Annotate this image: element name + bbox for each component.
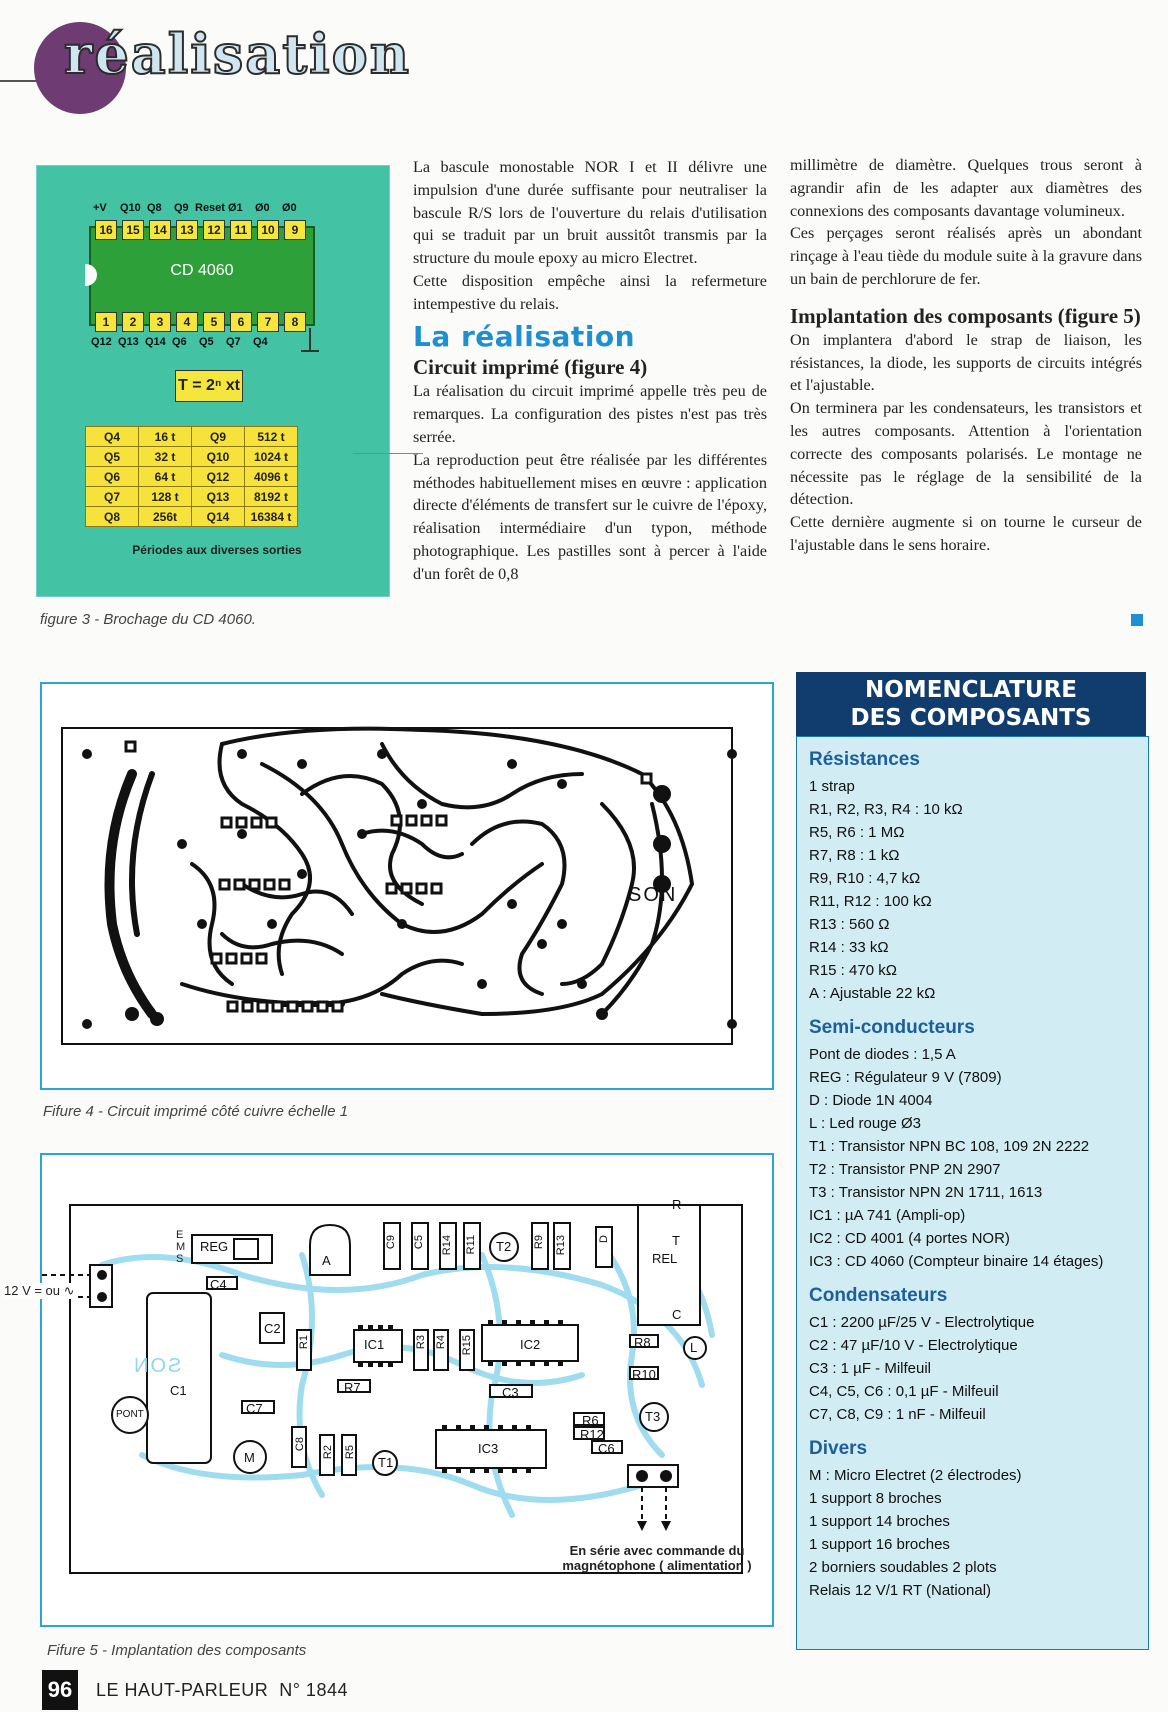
figure-3	[36, 165, 390, 597]
nomenclature-title-1: NOMENCLATURE	[865, 677, 1077, 703]
period-formula: T = 2ⁿ xt	[175, 370, 243, 402]
component-label-r5: R5	[344, 1445, 356, 1460]
paragraph: millimètre de diamètre. Quelques trous seront à agrandir afin de les adapter aux diamètres des connexions des composants davantage volumineux.	[790, 156, 1142, 220]
nomenclature-list	[797, 737, 1148, 1602]
nomenclature-item: C1 : 2200 µF/25 V - Electrolytique	[809, 1314, 1035, 1331]
pin-label: Ø1	[228, 202, 243, 214]
regulator-pin-label: M	[176, 1241, 186, 1253]
component-label-rel-t: T	[672, 1233, 680, 1248]
paragraph: La reproduction peut être réalisée par les différentes méthodes habituellement mises en œuvre : application directe d'éléments de transfert sur le cuivre de l'époxy, réalisation intermédiaire d'un typon, méthode photographique. Les pastilles sont à percer à l'aide d'un forêt de 0,8	[413, 450, 767, 583]
nomenclature-box	[796, 736, 1149, 1650]
pin-label: Ø0	[255, 202, 270, 214]
component-label-c3: C3	[502, 1385, 519, 1400]
nomenclature-item: C2 : 47 µF/10 V - Electrolytique	[809, 1337, 1018, 1354]
component-label-r7: R7	[344, 1380, 361, 1395]
nomenclature-item: IC1 : µA 741 (Ampli-op)	[809, 1207, 966, 1224]
nomenclature-item: R13 : 560 Ω	[809, 916, 890, 933]
component-label-pont: PONT	[116, 1409, 144, 1420]
chip-pin: 2	[122, 312, 144, 332]
nomenclature-item: T3 : Transistor NPN 2N 1711, 1613	[809, 1184, 1043, 1201]
page-number: 96	[42, 1670, 78, 1710]
chip-pin: 15	[122, 220, 144, 240]
section-title: réalisation	[64, 22, 411, 86]
nomenclature-section-title: Semi-conducteurs	[809, 1017, 975, 1038]
chip-pin: 6	[230, 312, 252, 332]
paragraph: On implantera d'abord le strap de liaison, les résistances, la diode, les supports de circuits intégrés et l'ajustable.	[790, 330, 1142, 395]
table-cell: Q5	[86, 447, 139, 467]
nomenclature-item: R7, R8 : 1 kΩ	[809, 847, 900, 864]
table-cell: 256t	[139, 507, 192, 527]
table-row	[86, 487, 298, 507]
nomenclature-item: R5, R6 : 1 MΩ	[809, 824, 905, 841]
pin-label: Q12	[91, 336, 112, 348]
ground-symbol	[301, 350, 319, 352]
chip-pin: 3	[149, 312, 171, 332]
issue-number: N° 1844	[279, 1680, 348, 1700]
chip-pin: 11	[230, 220, 252, 240]
component-label-c5: C5	[413, 1235, 425, 1250]
chip-pin: 7	[257, 312, 279, 332]
chip-pin: 14	[149, 220, 171, 240]
pcb-label-son: SON	[628, 884, 678, 906]
chip-pin: 13	[176, 220, 198, 240]
nomenclature-item: REG : Régulateur 9 V (7809)	[809, 1069, 1002, 1086]
component-label-rel-r: R	[672, 1197, 682, 1212]
nomenclature-section-title: Résistances	[809, 749, 920, 770]
table-cell: 16 t	[139, 427, 192, 447]
component-label-rel: REL	[652, 1251, 678, 1266]
component-label-r1: R1	[298, 1335, 310, 1350]
nomenclature-item: 1 support 14 broches	[809, 1513, 950, 1530]
table-row	[86, 467, 298, 487]
component-label-c6: C6	[598, 1441, 615, 1456]
nomenclature-item: IC3 : CD 4060 (Compteur binaire 14 étages)	[809, 1253, 1104, 1270]
table-cell: Q7	[86, 487, 139, 507]
component-label-r9: R9	[533, 1235, 545, 1250]
component-label-r15: R15	[461, 1335, 473, 1356]
component-label-r12: R12	[580, 1427, 604, 1442]
table-cell: 8192 t	[245, 487, 298, 507]
nomenclature-item: Pont de diodes : 1,5 A	[809, 1046, 956, 1063]
pin-label: Q8	[147, 202, 162, 214]
nomenclature-item: T2 : Transistor PNP 2N 2907	[809, 1161, 1001, 1178]
pin-label: Q7	[226, 336, 241, 348]
nomenclature-item: 1 support 16 broches	[809, 1536, 950, 1553]
component-label-l: L	[690, 1340, 698, 1355]
text-column-2	[413, 156, 767, 586]
component-label-r4: R4	[435, 1335, 447, 1350]
regulator-pin-label: S	[176, 1253, 184, 1265]
paragraph: Cette dernière augmente si on tourne le curseur de l'ajustable dans le sens horaire.	[790, 513, 1142, 554]
component-label-ic2: IC2	[520, 1337, 541, 1352]
chip-label: CD 4060	[170, 262, 234, 279]
nomenclature-item: C4, C5, C6 : 0,1 µF - Milfeuil	[809, 1383, 999, 1400]
component-label-son-mirror: SON	[132, 1355, 182, 1377]
nomenclature-item: C7, C8, C9 : 1 nF - Milfeuil	[809, 1406, 986, 1423]
component-label-c1: C1	[170, 1383, 187, 1398]
text-column-3	[790, 154, 1142, 557]
magazine-title: LE HAUT-PARLEUR	[96, 1680, 269, 1700]
nomenclature-item: R1, R2, R3, R4 : 10 kΩ	[809, 801, 963, 818]
pin-label: +V	[93, 202, 107, 214]
cd4060-chip	[89, 226, 315, 326]
nomenclature-header	[796, 672, 1146, 736]
table-cell: Q9	[192, 427, 245, 447]
component-label-rel-c: C	[672, 1307, 682, 1322]
nomenclature-item: A : Ajustable 22 kΩ	[809, 985, 936, 1002]
component-label-m: M	[244, 1450, 255, 1465]
component-label-c8: C8	[294, 1437, 306, 1452]
paragraph: On terminera par les condensateurs, les transistors et les autres composants. Attention à l'orientation correcte des composants polarisés. Le montage ne nécessite pas le réglage de la sensibilité de la détection.	[790, 399, 1142, 509]
nomenclature-item: C3 : 1 µF - Milfeuil	[809, 1360, 931, 1377]
chip-pin: 16	[95, 220, 117, 240]
pin-label: Ø0	[282, 202, 297, 214]
pin-label: Reset	[195, 202, 225, 214]
chip-pin: 5	[203, 312, 225, 332]
table-cell: Q10	[192, 447, 245, 467]
period-table	[85, 426, 298, 527]
table-row	[86, 427, 298, 447]
figure-4-caption: Fifure 4 - Circuit imprimé côté cuivre échelle 1	[43, 1103, 349, 1120]
nomenclature-section-title: Divers	[809, 1438, 868, 1459]
pin-label: Q9	[174, 202, 189, 214]
paragraph: La bascule monostable NOR I et II délivre une impulsion d'une durée suffisante pour neutraliser la bascule R/S lors de l'ouverture du relais d'utilisation qui se traduit par un bruit aussitôt transmis par la structure du moule epoxy au micro Electret.	[413, 158, 767, 268]
nomenclature-item: Relais 12 V/1 RT (National)	[809, 1582, 992, 1599]
component-label-c2: C2	[264, 1321, 281, 1336]
table-cell: 64 t	[139, 467, 192, 487]
end-mark	[1131, 614, 1143, 626]
nomenclature-item: L : Led rouge Ø3	[809, 1115, 922, 1132]
table-cell: Q14	[192, 507, 245, 527]
component-label-t1: T1	[378, 1455, 394, 1470]
component-label-r6: R6	[582, 1413, 599, 1428]
table-cell: Q8	[86, 507, 139, 527]
component-label-c9: C9	[385, 1235, 397, 1250]
table-cell: 16384 t	[245, 507, 298, 527]
component-label-r8: R8	[634, 1335, 651, 1350]
nomenclature-item: R15 : 470 kΩ	[809, 962, 897, 979]
table-cell: 4096 t	[245, 467, 298, 487]
table-row	[86, 507, 298, 527]
table-cell: Q12	[192, 467, 245, 487]
chip-pin: 8	[284, 312, 306, 332]
component-label-r13: R13	[555, 1235, 567, 1256]
nomenclature-item: D : Diode 1N 4004	[809, 1092, 933, 1109]
heading-realisation: La réalisation	[413, 319, 636, 353]
table-cell: 512 t	[245, 427, 298, 447]
component-label-ic3: IC3	[478, 1441, 499, 1456]
heading-circuit: Circuit imprimé (figure 4)	[413, 355, 648, 380]
table-cell: 128 t	[139, 487, 192, 507]
pin-label: Q13	[118, 336, 139, 348]
nomenclature-item: T1 : Transistor NPN BC 108, 109 2N 2222	[809, 1138, 1090, 1155]
component-label-ic1: IC1	[364, 1337, 385, 1352]
figure-4-pcb	[40, 682, 774, 1090]
table-caption: Périodes aux diverses sorties	[132, 543, 302, 557]
table-row	[86, 447, 298, 467]
nomenclature-section-title: Condensateurs	[809, 1285, 948, 1306]
nomenclature-item: R11, R12 : 100 kΩ	[809, 893, 932, 910]
component-label-r3: R3	[415, 1335, 427, 1350]
magnetophone-note: En série avec commande du magnétophone ( alimentation )	[562, 1543, 752, 1573]
table-cell: 32 t	[139, 447, 192, 467]
pin-label: Q10	[120, 202, 141, 214]
figure-3-caption: figure 3 - Brochage du CD 4060.	[40, 611, 256, 628]
paragraph: Cette disposition empêche ainsi la refermeture intempestive du relais.	[413, 271, 767, 313]
heading-implantation: Implantation des composants (figure 5)	[790, 303, 1141, 328]
pin-label: Q6	[172, 336, 187, 348]
ground-lead	[309, 328, 311, 350]
figure-5-caption: Fifure 5 - Implantation des composants	[47, 1642, 307, 1659]
pin-label: Q14	[145, 336, 166, 348]
pin-label: Q4	[253, 336, 268, 348]
chip-pin: 9	[284, 220, 306, 240]
nomenclature-item: 1 support 8 broches	[809, 1490, 942, 1507]
nomenclature-title-2: DES COMPOSANTS	[850, 705, 1092, 731]
regulator-pin-label: E	[176, 1229, 184, 1241]
regulator-pins	[176, 1229, 185, 1265]
nomenclature-item: 1 strap	[809, 778, 855, 795]
component-label-t3: T3	[645, 1409, 661, 1424]
table-cell: Q6	[86, 467, 139, 487]
pin-label: Q5	[199, 336, 214, 348]
magazine-name	[96, 1680, 348, 1701]
chip-pin: 4	[176, 312, 198, 332]
figure-5-layout	[4, 1153, 774, 1627]
chip-pin: 12	[203, 220, 225, 240]
paragraph: La réalisation du circuit imprimé appelle très peu de remarques. La configuration des pistes n'est pas très serrée.	[413, 382, 767, 446]
component-label-r2: R2	[322, 1445, 334, 1460]
component-label-reg: REG	[200, 1239, 229, 1254]
component-label-r11: R11	[465, 1235, 477, 1255]
component-label-r10: R10	[632, 1367, 656, 1382]
table-cell: 1024 t	[245, 447, 298, 467]
component-label-c4: C4	[210, 1277, 227, 1292]
component-label-r14: R14	[441, 1235, 453, 1256]
nomenclature-item: IC2 : CD 4001 (4 portes NOR)	[809, 1230, 1010, 1247]
paragraph: Ces perçages seront réalisés après un abondant rinçage à l'eau tiède du module suite à la gravure dans un bain de perchlorure de fer.	[790, 224, 1142, 288]
chip-pin: 10	[257, 220, 279, 240]
supply-label: 12 V = ou ∿	[4, 1283, 75, 1298]
table-cell: Q13	[192, 487, 245, 507]
nomenclature-item: R9, R10 : 4,7 kΩ	[809, 870, 921, 887]
component-label-d: D	[598, 1235, 610, 1243]
nomenclature-item: 2 borniers soudables 2 plots	[809, 1559, 997, 1576]
chip-pin: 1	[95, 312, 117, 332]
table-cell: Q4	[86, 427, 139, 447]
component-label-a: A	[322, 1253, 331, 1268]
component-label-t2: T2	[496, 1239, 512, 1254]
nomenclature-item: M : Micro Electret (2 électrodes)	[809, 1467, 1022, 1484]
nomenclature-item: R14 : 33 kΩ	[809, 939, 889, 956]
component-label-c7: C7	[246, 1401, 263, 1416]
